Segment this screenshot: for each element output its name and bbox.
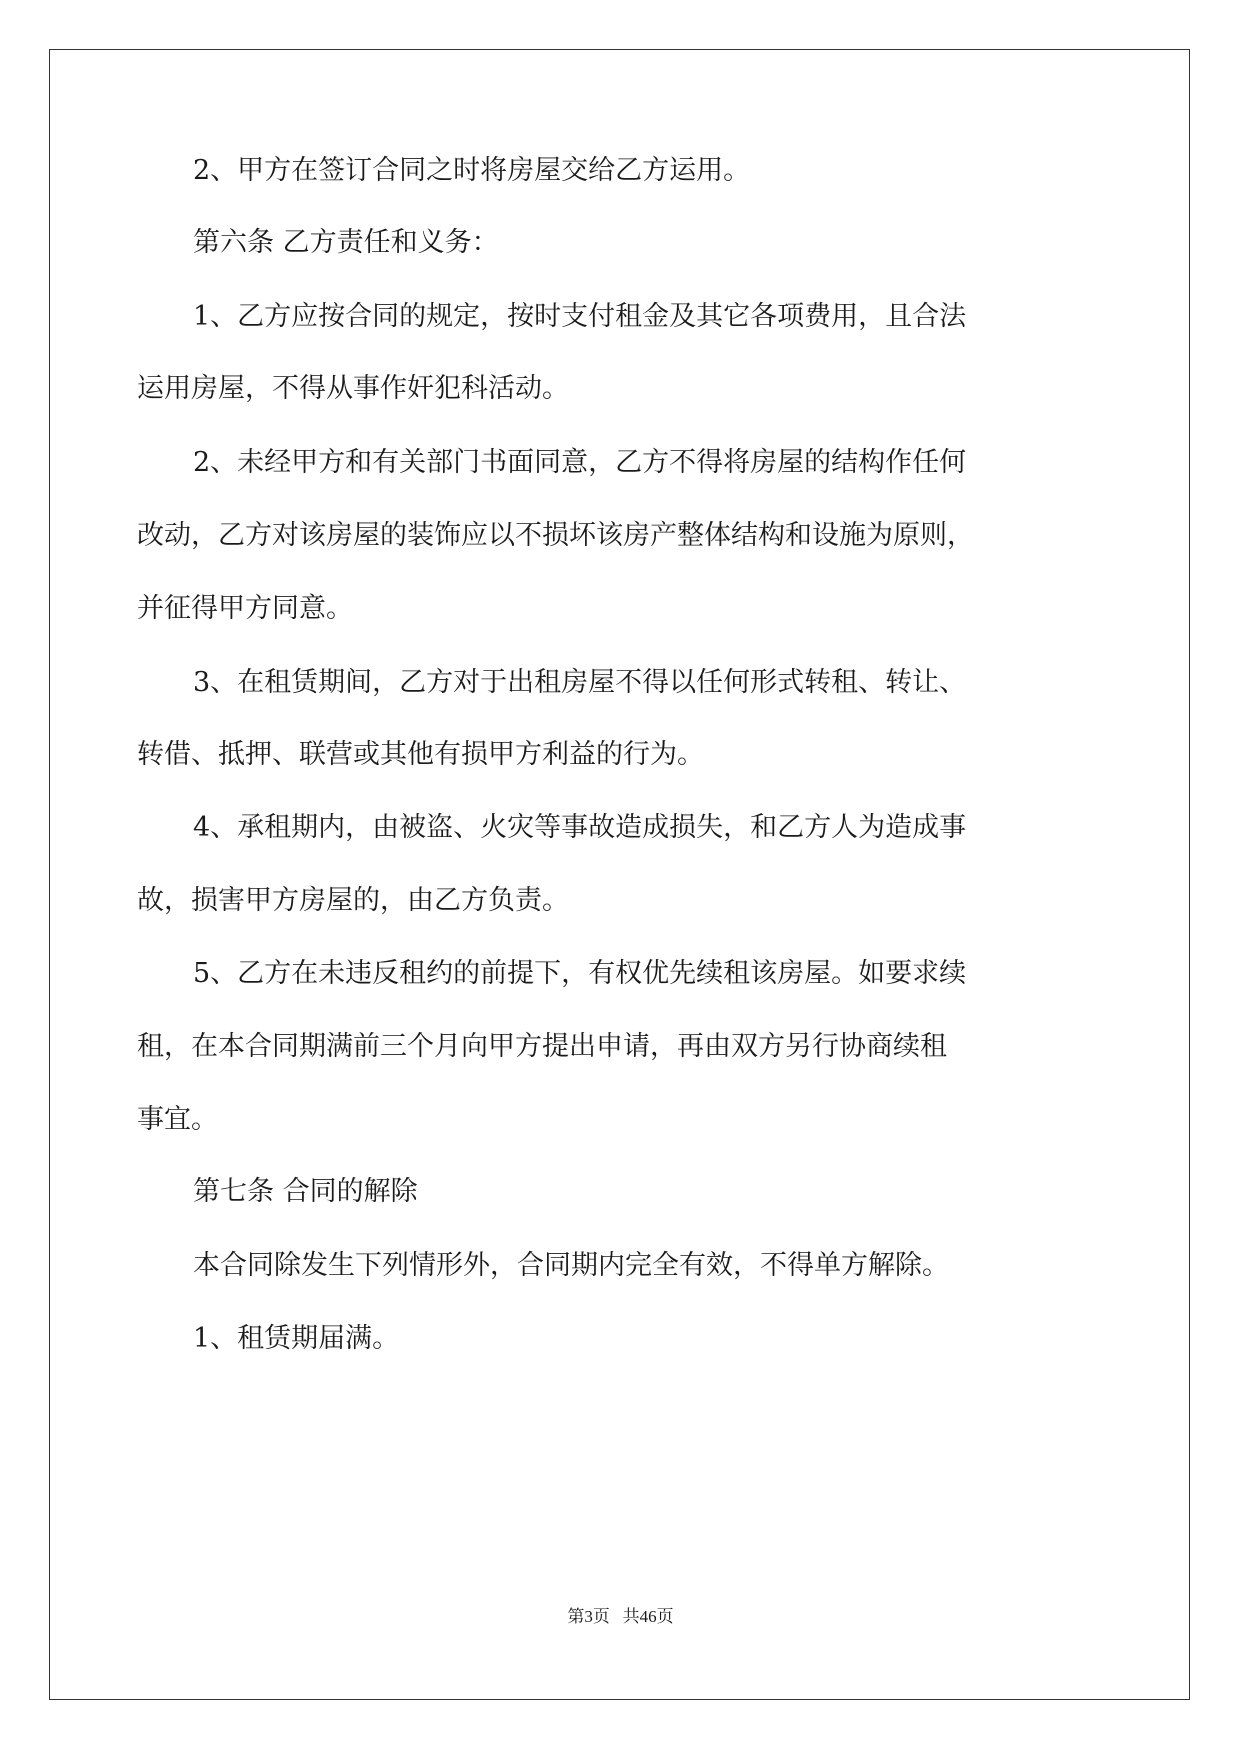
text-line: 事宜。 [137,1104,218,1135]
text-line: 本合同除发生下列情形外，合同期内完全有效，不得单方解除。 [193,1250,949,1281]
text-line: 1、乙方应按合同的规定，按时支付租金及其它各项费用，且合法 [193,301,967,332]
text-line: 2、未经甲方和有关部门书面同意，乙方不得将房屋的结构作任何 [193,447,967,478]
text-line: 运用房屋，不得从事作奸犯科活动。 [137,373,569,404]
text-line: 故，损害甲方房屋的，由乙方负责。 [137,885,569,916]
text-line: 改动，乙方对该房屋的装饰应以不损坏该房产整体结构和设施为原则， [137,520,974,551]
page-footer: 第3页 共46页 [567,1607,674,1626]
article-heading: 第七条 合同的解除 [193,1176,418,1207]
text-line: 4、承租期内，由被盗、火灾等事故造成损失，和乙方人为造成事 [193,812,967,843]
text-line: 2、甲方在签订合同之时将房屋交给乙方运用。 [193,155,751,186]
text-line: 租，在本合同期满前三个月向甲方提出申请，再由双方另行协商续租 [137,1031,947,1062]
text-line: 5、乙方在未违反租约的前提下，有权优先续租该房屋。如要求续 [193,958,967,989]
text-line: 转借、抵押、联营或其他有损甲方利益的行为。 [137,739,704,770]
text-line: 并征得甲方同意。 [137,593,353,624]
article-heading: 第六条 乙方责任和义务： [193,227,499,258]
text-line: 3、在租赁期间，乙方对于出租房屋不得以任何形式转租、转让、 [193,667,967,698]
text-line: 1、租赁期届满。 [193,1323,400,1354]
